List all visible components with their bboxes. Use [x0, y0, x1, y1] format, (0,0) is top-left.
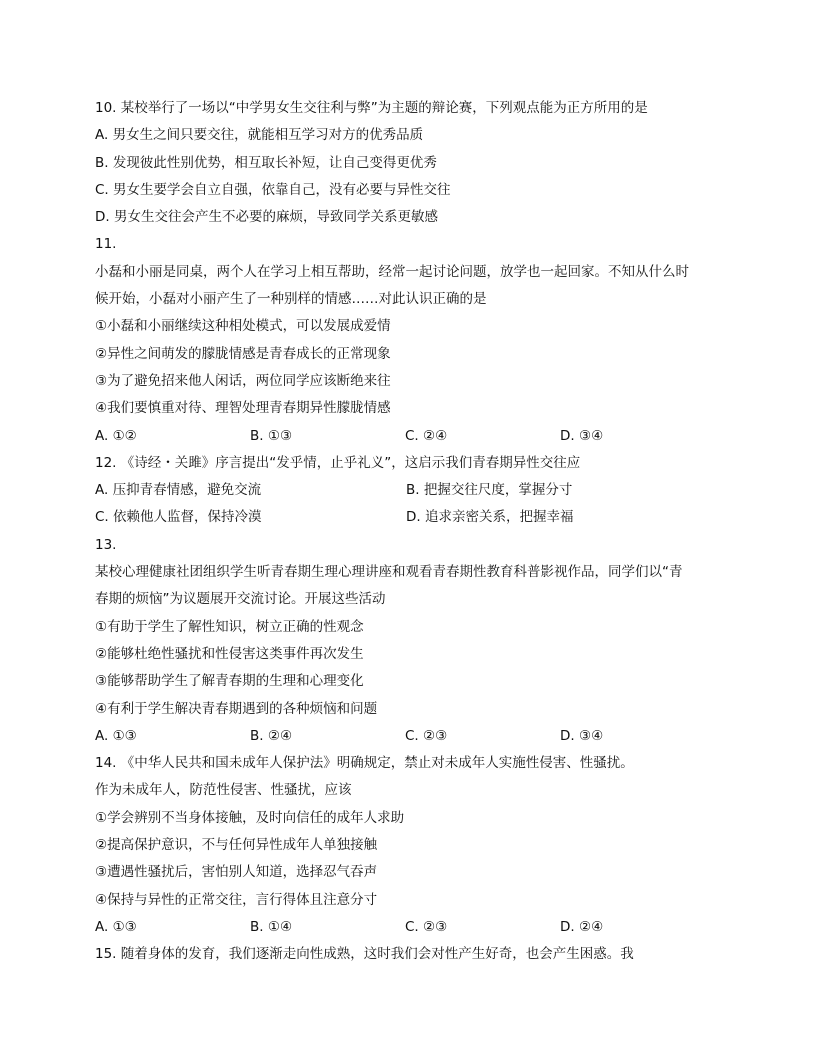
- question-number: 13.: [95, 536, 117, 553]
- question-12: [95, 450, 725, 532]
- question-10: [95, 95, 725, 231]
- option-c: C. 依赖他人监督，保持冷漠: [95, 509, 262, 526]
- question-stem-line-1: 某校心理健康社团组织学生听青春期生理心理讲座和观看青春期性教育科普影视作品，同学们以“青: [95, 564, 683, 581]
- exam-page: [95, 95, 725, 969]
- options-row-1: [95, 477, 725, 504]
- option-a: A. 压抑青春情感，避免交流: [95, 482, 262, 499]
- option-c: C. ②③: [405, 918, 448, 935]
- option-d: D. ③④: [560, 427, 604, 444]
- option-c: C. ②③: [405, 727, 448, 744]
- question-number: 11.: [95, 236, 117, 253]
- question-13: [95, 532, 725, 750]
- question-stem-line-2: 候开始，小磊对小丽产生了一种别样的情感……对此认识正确的是: [95, 291, 487, 308]
- statement-4: ④有利于学生解决青春期遇到的各种烦恼和问题: [95, 700, 378, 717]
- question-stem-line-2: 作为未成年人，防范性侵害、性骚扰，应该: [95, 782, 352, 799]
- question-stem-line-1: 14. 《中华人民共和国未成年人保护法》明确规定，禁止对未成年人实施性侵害、性骚扰。: [95, 755, 634, 772]
- question-stem: 10. 某校举行了一场以“中学男女生交往利与弊”为主题的辩论赛，下列观点能为正方所用的是: [95, 100, 648, 116]
- option-a: A. 男女生之间只要交往，就能相互学习对方的优秀品质: [95, 127, 424, 144]
- question-stem: 12. 《诗经・关雎》序言提出“发乎情，止乎礼义”，这启示我们青春期异性交往应: [95, 454, 581, 471]
- statement-4: ④保持与异性的正常交往，言行得体且注意分寸: [95, 891, 378, 908]
- option-a: A. ①③: [95, 727, 137, 744]
- option-c: C. 男女生要学会自立自强，依靠自己，没有必要与异性交往: [95, 181, 451, 198]
- question-stem-line-2: 春期的烦恼”为议题展开交流讨论。开展这些活动: [95, 591, 386, 608]
- statement-3: ③能够帮助学生了解青春期的生理和心理变化: [95, 673, 364, 690]
- option-b: B. ①③: [250, 427, 293, 444]
- option-b: B. ②④: [250, 727, 293, 744]
- option-c: C. ②④: [405, 427, 448, 444]
- question-14: [95, 750, 725, 941]
- option-d: D. 男女生交往会产生不必要的麻烦，导致同学关系更敏感: [95, 209, 438, 226]
- question-15: [95, 941, 725, 968]
- statement-4: ④我们要慎重对待、理智处理青春期异性朦胧情感: [95, 400, 391, 417]
- option-b: B. 发现彼此性别优势，相互取长补短，让自己变得更优秀: [95, 154, 437, 171]
- options-row: [95, 723, 725, 750]
- question-stem-line-1: 小磊和小丽是同桌，两个人在学习上相互帮助，经常一起讨论问题，放学也一起回家。不知从什么时: [95, 263, 689, 280]
- statement-3: ③为了避免招来他人闲话，两位同学应该断绝来往: [95, 372, 391, 389]
- option-d: D. ③④: [560, 727, 604, 744]
- question-stem: 15. 随着身体的发育，我们逐渐走向性成熟，这时我们会对性产生好奇，也会产生困惑。我: [95, 946, 634, 963]
- statement-2: ②提高保护意识，不与任何异性成年人单独接触: [95, 837, 378, 854]
- question-11: [95, 231, 725, 449]
- option-a: A. ①②: [95, 427, 137, 444]
- statement-1: ①有助于学生了解性知识，树立正确的性观念: [95, 618, 364, 635]
- option-d: D. ②④: [560, 918, 604, 935]
- options-row: [95, 423, 725, 450]
- option-b: B. ①④: [250, 918, 293, 935]
- statement-2: ②能够杜绝性骚扰和性侵害这类事件再次发生: [95, 645, 364, 662]
- statement-1: ①学会辨别不当身体接触，及时向信任的成年人求助: [95, 809, 405, 826]
- statement-2: ②异性之间萌发的朦胧情感是青春成长的正常现象: [95, 345, 391, 362]
- option-d: D. 追求亲密关系，把握幸福: [406, 509, 574, 526]
- options-row-2: [95, 504, 725, 531]
- statement-1: ①小磊和小丽继续这种相处模式，可以发展成爱情: [95, 318, 391, 335]
- statement-3: ③遭遇性骚扰后，害怕别人知道，选择忍气吞声: [95, 864, 378, 881]
- option-a: A. ①③: [95, 918, 137, 935]
- options-row: [95, 914, 725, 941]
- option-b: B. 把握交往尺度，掌握分寸: [406, 482, 573, 499]
